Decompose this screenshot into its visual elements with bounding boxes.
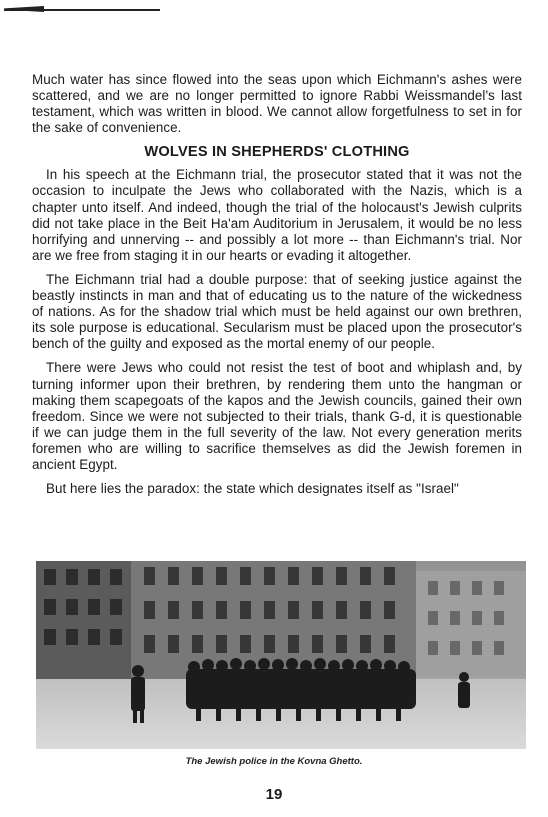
page-number: 19 [265, 786, 283, 803]
paragraph-2: In his speech at the Eichmann trial, the prosecutor stated that it was not the occasion to inculpate the Jews who collaborated with the Nazis, which is a chapter unto itself. And indeed, though the trial of the holocaust's Jewish culprits did not take place in the Beit Ha'am Auditorium in Jerusalem, it would be no less horrifying and unnerving -- and possibly a lot more -- than Eichmann's trial. Nor are we free from staging it in our hearts or evading it altogether. [32, 167, 522, 263]
photo-caption: The Jewish police in the Kovna Ghetto. [185, 756, 363, 767]
page-text [32, 72, 522, 497]
paragraph-5: But here lies the paradox: the state which designates itself as "Israel" [46, 481, 459, 497]
section-heading: WOLVES IN SHEPHERDS' CLOTHING [144, 144, 410, 161]
scan-mark [4, 9, 160, 11]
paragraph-3: The Eichmann trial had a double purpose: that of seeking justice against the beastly instincts in man and that of educating us to the nature of the wickedness of nations. As for the shadow trial which must be held against our own brethren, its sole purpose is educational. Secularism must be placed upon the prosecutor's bench of the guilty and exposed as the mortal enemy of our people. [32, 271, 522, 352]
paragraph-1: Much water has since flowed into the seas upon which Eichmann's ashes were scattered, and we are no longer permitted to ignore Rabbi Weissmandel's last testament, which was written in blood. We cannot allow forgetfulness to set in for the sake of convenience. [32, 72, 522, 136]
photo-kovna-ghetto-police [36, 561, 526, 749]
paragraph-4: There were Jews who could not resist the test of boot and whiplash and, by turning informer upon their brethren, by rendering them unto the hangman or making them scapegoats of the kapos and the Jewish councils, gained their own freedom. Since we were not subjected to their trials, thank G-d, it is questionable if we can judge them in the full severity of the law. Not every generation merits foremen who are willing to sacrifice themselves as did the Jewish foremen in ancient Egypt. [32, 360, 522, 472]
